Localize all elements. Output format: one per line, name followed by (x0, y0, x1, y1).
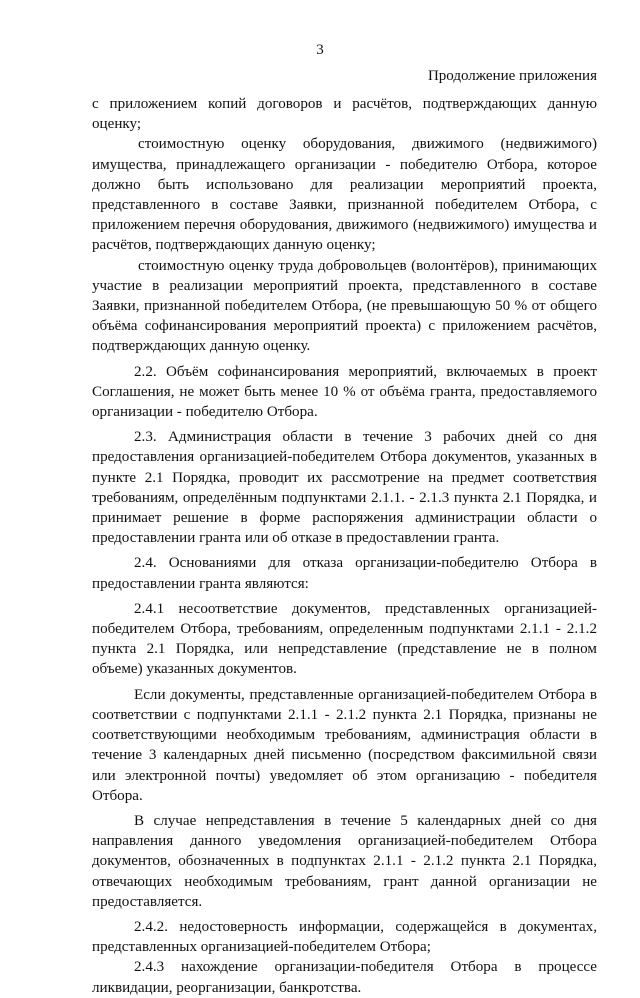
paragraph-2-4-2: 2.4.2. недостоверность информации, содержащейся в документах, представленных организацией-победителем Отбора; (92, 918, 597, 956)
document-body (92, 94, 597, 998)
paragraph-documents-not-compliant: Если документы, представленные организацией-победителем Отбора в соответствии с подпунктами 2.1.1 - 2.1.2 пункта 2.1 Порядка, признаны не соответствующими необходимым требованиям, администрация области в течение 3 календарных дней письменно (посредством факсимильной связи или электронной почты) уведомляет об этом организацию - победителя Отбора. (92, 686, 597, 804)
page-number: 3 (316, 42, 324, 58)
paragraph-2-4-1: 2.4.1 несоответствие документов, представленных организацией-победителем Отбора, требованиям, определенным подпунктами 2.1.1 - 2.1.2 пункта 2.1 Порядка, или непредставление (представление не в полном объеме) указанных документов. (92, 600, 597, 678)
paragraph-nonsubmission: В случае непредставления в течение 5 календарных дней со дня направления данного уведомления организацией-победителем Отбора документов, обозначенных в подпунктах 2.1.1 - 2.1.2 пункта 2.1 Порядка, отвечающих необходимым требованиям, грант данной организации не предоставляется. (92, 812, 597, 910)
paragraph-2-4: 2.4. Основаниями для отказа организации-победителю Отбора в предоставлении гранта являются: (92, 555, 597, 592)
paragraph-volunteer-labor-valuation: стоимостную оценку труда добровольцев (волонтёров), принимающих участие в реализации мероприятий проекта, представленного в составе Заявки, признанной победителем Отбора, (не превышающую 50 % от общего объёма софинансирования мероприятий проекта) с приложением расчётов, подтверждающих данную оценку. (92, 257, 597, 355)
paragraph-2-3: 2.3. Администрация области в течение 3 рабочих дней со дня предоставления организацией-победителем Отбора документов, указанных в пункте 2.1 Порядка, проводит их рассмотрение на предмет соответствия требованиям, определённым подпунктами 2.1.1. - 2.1.3 пункта 2.1 Порядка, и принимает решение в форме распоряжения администрации области о предоставлении гранта или об отказе в предоставлении гранта. (92, 429, 597, 547)
paragraph-contracts-copies: с приложением копий договоров и расчётов, подтверждающих данную оценку; (92, 96, 597, 133)
paragraph-equipment-valuation: стоимостную оценку оборудования, движимого (недвижимого) имущества, принадлежащего организации - победителю Отбора, которое должно быть использовано для реализации мероприятий проекта, представленного в составе Заявки, признанной победителем Отбора, с приложением перечня оборудования, движимого (недвижимого) имущества и расчётов, подтверждающих данную оценку; (92, 136, 597, 254)
paragraph-2-2: 2.2. Объём софинансирования мероприятий, включаемых в проект Соглашения, не может быть менее 10 % от объёма гранта, предоставляемого организации - победителю Отбора. (92, 363, 597, 421)
paragraph-2-4-3: 2.4.3 нахождение организации-победителя Отбора в процессе ликвидации, реорганизации, банкротства. (92, 959, 597, 996)
appendix-continuation-note: Продолжение приложения (427, 68, 597, 84)
